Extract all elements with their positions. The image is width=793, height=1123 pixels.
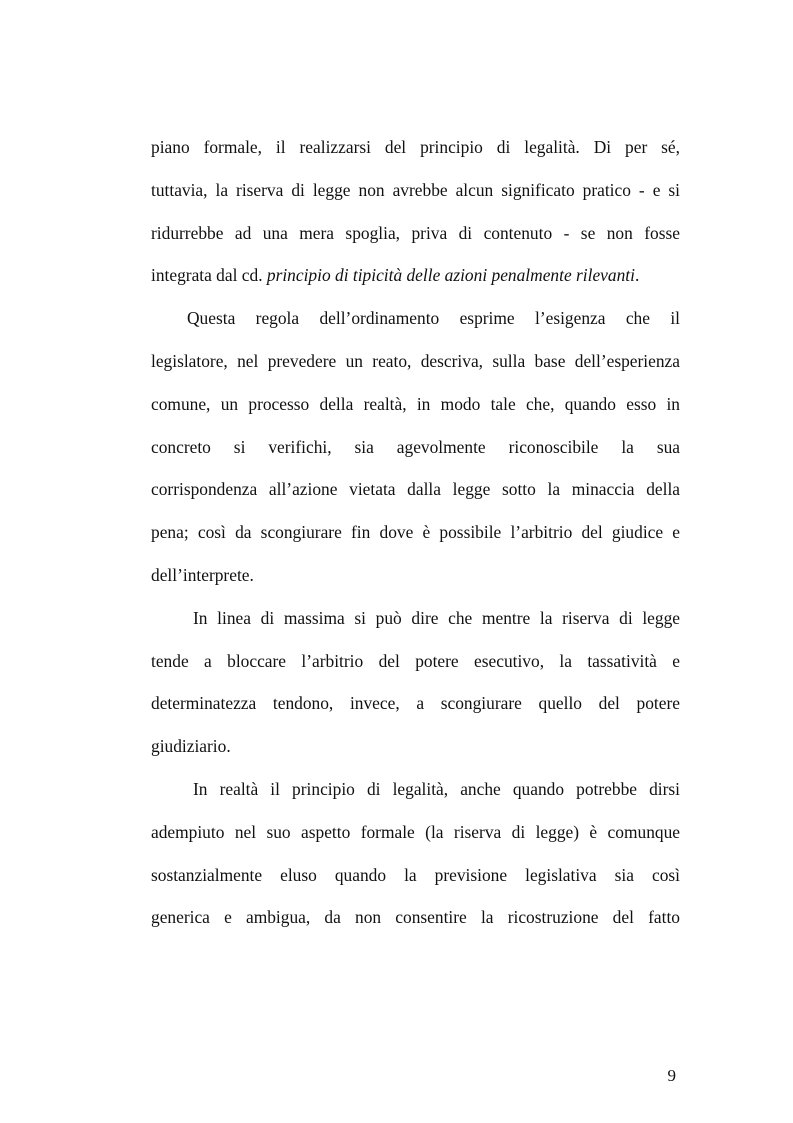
text-line: determinatezza tendono, invece, a scongiurare quello del potere — [151, 693, 680, 714]
text-line: adempiuto nel suo aspetto formale (la riserva di legge) è comunque — [151, 821, 680, 842]
text-line: ridurrebbe ad una mera spoglia, priva di contenuto - se non fosse — [151, 222, 680, 243]
text-line: concreto si verifichi, sia agevolmente riconoscibile la sua — [151, 436, 680, 457]
text-line: sostanzialmente eluso quando la previsione legislativa sia così — [151, 864, 680, 885]
document-body — [151, 126, 680, 939]
text-run: . — [634, 265, 640, 286]
text-line: pena; così da scongiurare fin dove è possibile l’arbitrio del giudice e — [151, 522, 680, 543]
text-line: giudiziario. — [151, 736, 231, 757]
paragraph-1 — [151, 126, 680, 297]
text-line: In realtà il principio di legalità, anche quando potrebbe dirsi — [193, 778, 680, 799]
text-line: tende a bloccare l’arbitrio del potere esecutivo, la tassatività e — [151, 650, 680, 671]
text-line: In linea di massima si può dire che mentre la riserva di legge — [193, 607, 680, 628]
page-number: 9 — [667, 1066, 676, 1085]
text-line: corrispondenza all’azione vietata dalla legge sotto la minaccia della — [151, 479, 680, 500]
text-line: dell’interprete. — [151, 564, 254, 585]
paragraph-4 — [151, 768, 680, 939]
text-line — [151, 254, 680, 297]
text-run: integrata dal cd. — [151, 265, 267, 286]
text-line: legislatore, nel prevedere un reato, descriva, sulla base dell’esperienza — [151, 350, 680, 371]
text-line: piano formale, il realizzarsi del principio di legalità. Di per sé, — [151, 137, 680, 157]
paragraph-2 — [151, 297, 680, 597]
text-line: Questa regola dell’ordinamento esprime l’esigenza che il — [187, 308, 680, 329]
emphasized-term: principio di tipicità delle azioni penalmente rilevanti — [266, 265, 635, 286]
paragraph-3 — [151, 597, 680, 768]
text-line: generica e ambigua, da non consentire la ricostruzione del fatto — [151, 907, 680, 928]
text-line: tuttavia, la riserva di legge non avrebbe alcun significato pratico - e si — [151, 179, 680, 200]
text-line: comune, un processo della realtà, in modo tale che, quando esso in — [151, 393, 680, 414]
